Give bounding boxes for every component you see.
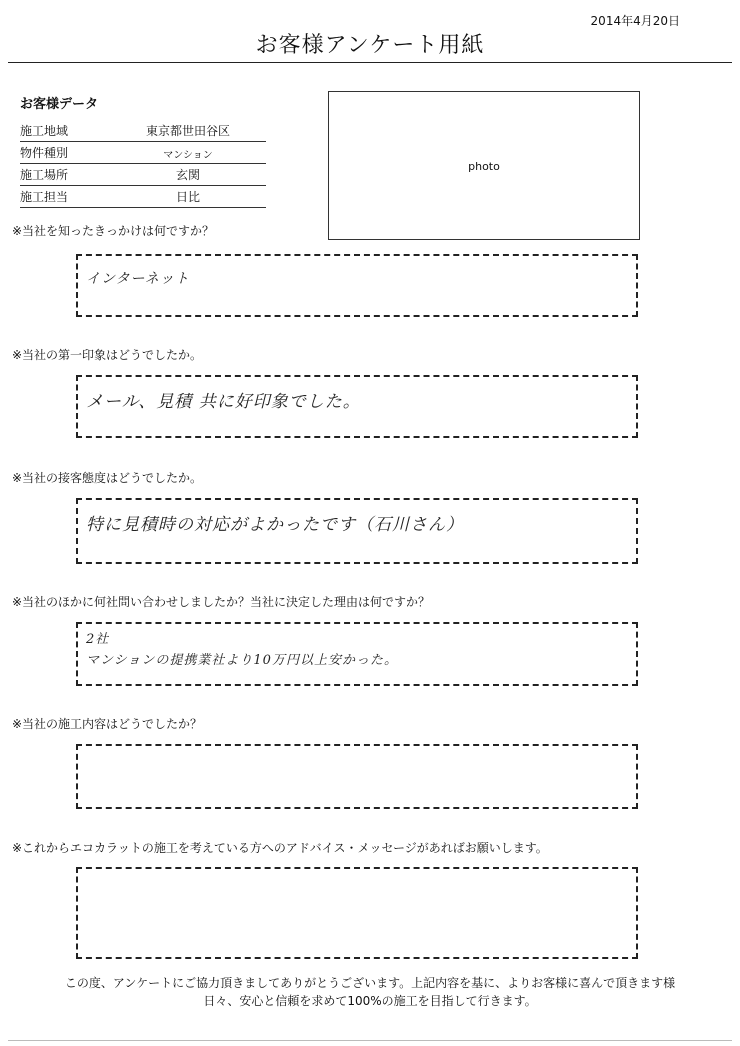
title-divider <box>8 62 732 63</box>
customer-row-property-type <box>20 144 266 164</box>
answer-box-5 <box>76 744 638 809</box>
answer-4-text-line2: マンションの提携業社より10万円以上安かった。 <box>86 653 398 668</box>
answer-3-text: 特に見積時の対応がよかったです（石川さん） <box>86 515 464 535</box>
question-2: ※当社の第一印象はどうでしたか。 <box>12 348 203 362</box>
question-4: ※当社のほかに何社問い合わせしましたか？当社に決定した理由は何ですか？ <box>12 595 431 609</box>
customer-row-staff <box>20 188 266 208</box>
footer-line-1: この度、アンケートにご協力頂きましてありがとうございます。上記内容を基に、よりお客様に喜んで頂きます様 <box>64 976 676 990</box>
row-label: 物件種別 <box>20 146 69 160</box>
answer-4-text-line1: 2社 <box>86 632 110 647</box>
page-title: お客様アンケート用紙 <box>255 33 485 58</box>
answer-box-6 <box>76 867 638 959</box>
row-label: 施工場所 <box>20 168 69 182</box>
row-label: 施工地域 <box>20 124 69 138</box>
bottom-edge-line <box>8 1040 732 1041</box>
footer-line-2: 日々、安心と信頼を求めて100%の施工を目指して行きます。 <box>203 994 537 1008</box>
answer-1-text: インターネット <box>86 271 190 287</box>
row-value: マンション <box>163 150 213 161</box>
question-5: ※当社の施工内容はどうでしたか？ <box>12 717 203 731</box>
question-3: ※当社の接客態度はどうでしたか。 <box>12 471 203 485</box>
survey-date: 2014年4月20日 <box>590 14 680 28</box>
row-value: 日比 <box>175 190 200 204</box>
customer-row-location <box>20 166 266 186</box>
question-6: ※これからエコカラットの施工を考えている方へのアドバイス・メッセージがあればお願いします。 <box>12 841 548 855</box>
photo-label: photo <box>468 160 500 173</box>
row-label: 施工担当 <box>20 190 69 204</box>
answer-2-text: メール、見積 共に好印象でした。 <box>86 392 361 412</box>
row-value: 玄関 <box>175 168 200 182</box>
customer-data-heading: お客様データ <box>20 97 99 112</box>
row-value: 東京都世田谷区 <box>145 124 230 138</box>
customer-row-area <box>20 122 266 142</box>
question-1: ※当社を知ったきっかけは何ですか？ <box>12 224 215 238</box>
